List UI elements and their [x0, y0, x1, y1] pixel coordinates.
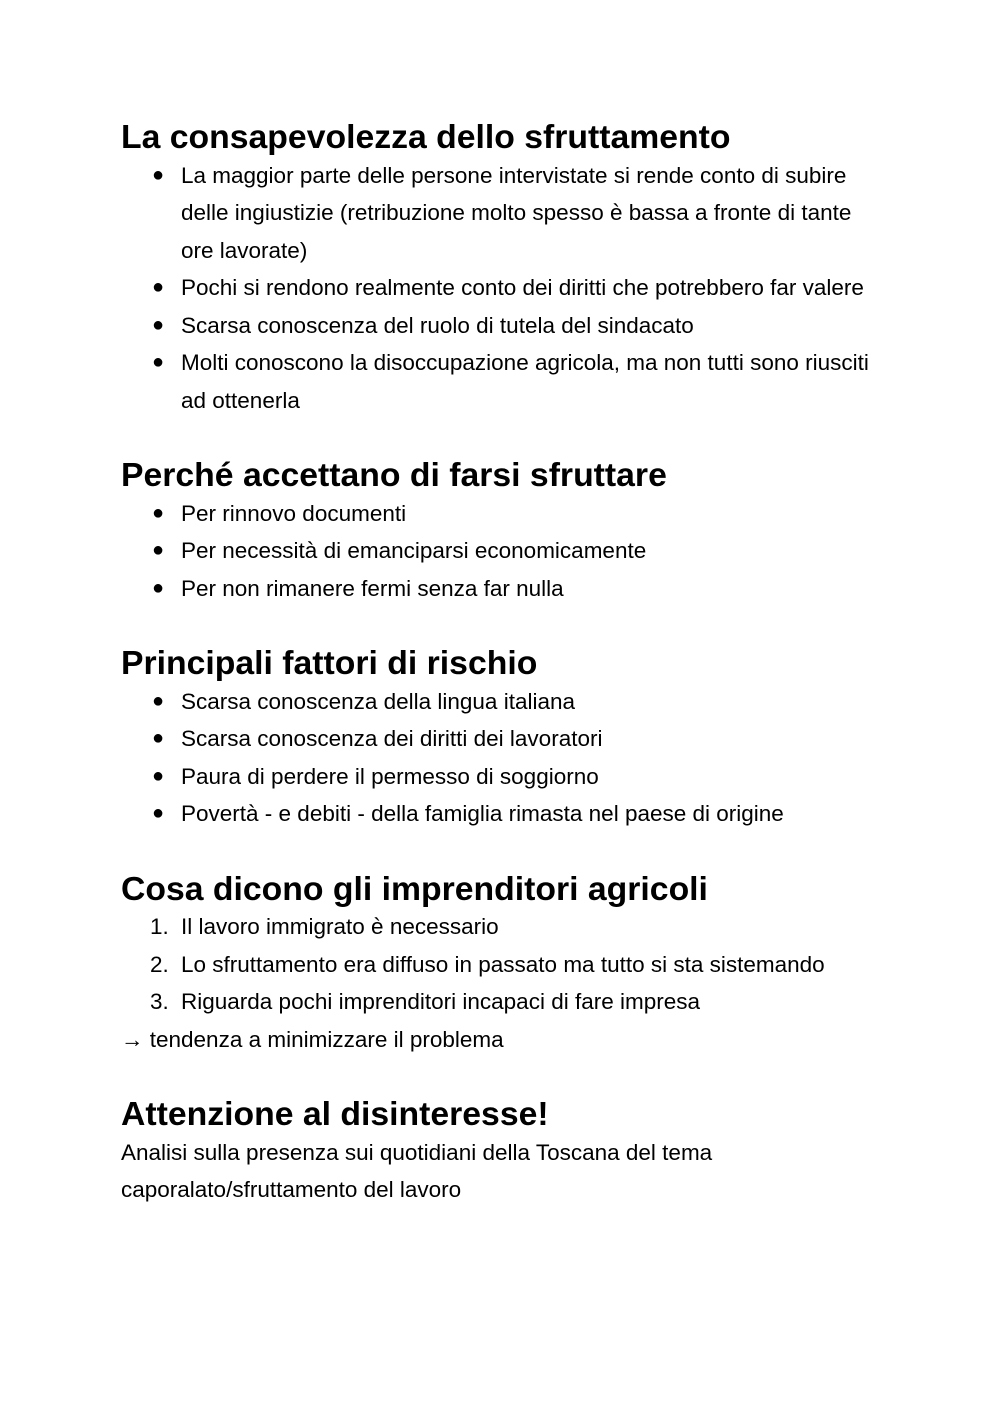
section-title-perche: Perché accettano di farsi sfruttare: [121, 456, 667, 494]
list-item: [121, 532, 881, 570]
list-item: [121, 683, 881, 721]
section-spacer: [121, 833, 881, 871]
list-item-text: Povertà - e debiti - della famiglia rimasta nel paese di origine: [181, 801, 784, 826]
bullet-icon: ●: [152, 313, 165, 336]
bullet-list-consapevolezza: [121, 157, 881, 420]
list-item-text: Scarsa conoscenza del ruolo di tutela del sindacato: [181, 312, 694, 338]
bullet-icon: ●: [152, 351, 165, 373]
bullet-icon: ●: [152, 501, 165, 524]
conclusion-text: → tendenza a minimizzare il problema: [121, 1026, 504, 1052]
list-item: [121, 269, 881, 307]
list-item-text: Scarsa conoscenza dei diritti dei lavoratori: [181, 726, 603, 751]
section-spacer: [121, 419, 881, 457]
list-item: [121, 570, 881, 608]
list-item: [121, 495, 881, 533]
list-item: [121, 795, 881, 833]
list-item: [121, 758, 881, 796]
list-item: [121, 908, 881, 946]
list-item-text: Molti conoscono la disoccupazione agricola, ma non tutti sono riusciti ad ottenerla: [181, 350, 869, 413]
list-item-text: Per rinnovo documenti: [181, 500, 407, 526]
bullet-icon: ●: [152, 576, 165, 599]
bullet-icon: ●: [152, 276, 165, 298]
list-item: [121, 983, 881, 1021]
list-number: 2.: [150, 951, 169, 977]
section-title-consapevolezza: La consapevolezza dello sfruttamento: [121, 118, 731, 156]
list-item: [121, 946, 881, 984]
bullet-list-perche: [121, 495, 881, 608]
bullet-list-fattori-rischio: [121, 683, 881, 833]
list-item-text: Il lavoro immigrato è necessario: [181, 914, 499, 939]
list-item-text: Scarsa conoscenza della lingua italiana: [181, 688, 576, 714]
list-item: [121, 157, 881, 270]
list-item: [121, 720, 881, 758]
list-item-text: Per necessità di emanciparsi economicamente: [181, 538, 647, 563]
list-item-text: Lo sfruttamento era diffuso in passato ma tutto si sta sistemando: [181, 951, 825, 977]
bullet-icon: ●: [152, 802, 165, 824]
list-number: 1.: [150, 914, 169, 939]
list-item: [121, 344, 881, 419]
list-item-text: Riguarda pochi imprenditori incapaci di fare impresa: [181, 989, 701, 1014]
section-spacer: [121, 1058, 881, 1096]
section-title-fattori-rischio: Principali fattori di rischio: [121, 644, 538, 682]
section-title-disinteresse: Attenzione al disinteresse!: [121, 1095, 549, 1133]
list-item-text: La maggior parte delle persone intervistate si rende conto di subire delle ingiustizie (retribuzione molto spesso è bassa a fronte di tante ore lavorate): [181, 162, 852, 263]
bullet-icon: ●: [152, 689, 165, 712]
bullet-icon: ●: [152, 539, 165, 561]
list-item: [121, 307, 881, 345]
list-item-text: Per non rimanere fermi senza far nulla: [181, 575, 564, 601]
list-item-text: Paura di perdere il permesso di soggiorno: [181, 763, 599, 789]
paragraph-text: Analisi sulla presenza sui quotidiani della Toscana del tema caporalato/sfruttamento del lavoro: [121, 1139, 713, 1202]
numbered-list-imprenditori: [121, 908, 881, 1021]
document-page: [121, 119, 881, 1209]
bullet-icon: ●: [152, 727, 165, 749]
bullet-icon: ●: [152, 764, 165, 787]
section-title-imprenditori: Cosa dicono gli imprenditori agricoli: [121, 869, 708, 908]
list-number: 3.: [150, 989, 169, 1014]
bullet-icon: ●: [152, 163, 165, 186]
section-spacer: [121, 607, 881, 645]
list-item-text: Pochi si rendono realmente conto dei diritti che potrebbero far valere: [181, 275, 864, 300]
